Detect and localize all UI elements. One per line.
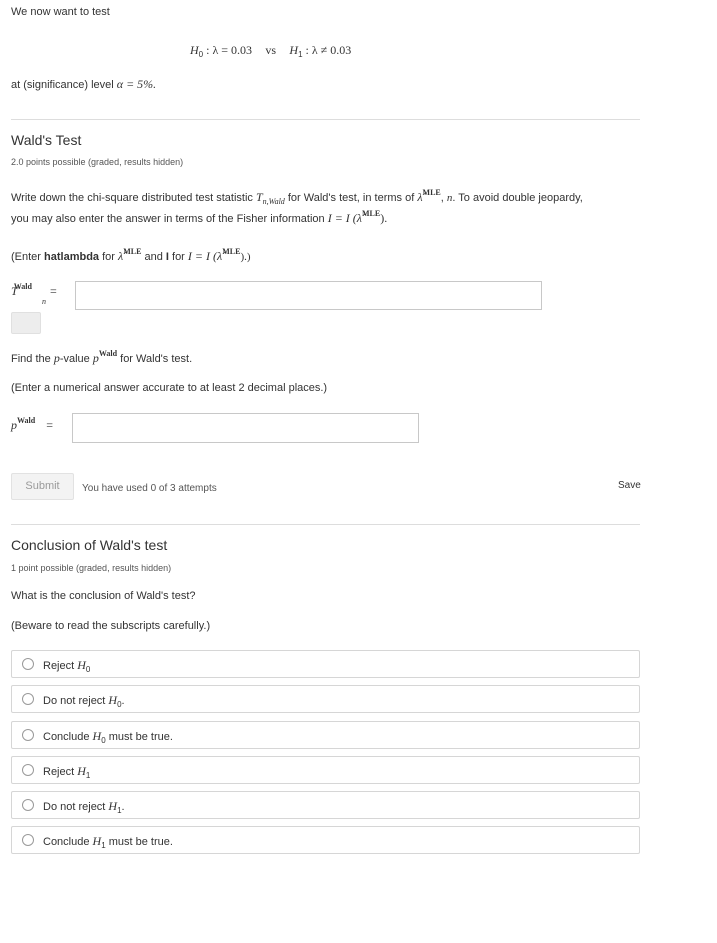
q1-line2-math: I = I (λ̂ bbox=[327, 211, 362, 225]
hint-bold2: I bbox=[165, 251, 169, 263]
q1-mle: MLE bbox=[422, 188, 441, 197]
divider bbox=[11, 119, 640, 120]
q1-stat: T bbox=[255, 190, 263, 204]
option-reject-h0[interactable] bbox=[11, 650, 640, 678]
q1-stat-sub: n,Wald bbox=[262, 197, 285, 206]
submit-button[interactable]: Submit bbox=[11, 473, 74, 500]
t-wald-label bbox=[11, 282, 57, 306]
level-math: α = 5%. bbox=[116, 77, 157, 91]
hint-c: and bbox=[141, 251, 166, 263]
radio-button[interactable] bbox=[22, 693, 34, 705]
option-label: Reject $H_0$ bbox=[43, 658, 91, 674]
h0-sub: 0 bbox=[198, 50, 204, 59]
t-wald-input[interactable] bbox=[75, 281, 542, 310]
radio-button[interactable] bbox=[22, 729, 34, 741]
radio-button[interactable] bbox=[22, 799, 34, 811]
hint-mle: MLE bbox=[123, 247, 142, 256]
q1-text-b: for Wald's test, in terms of bbox=[284, 192, 418, 204]
radio-button[interactable] bbox=[22, 834, 34, 846]
p-wald-input[interactable] bbox=[72, 413, 419, 443]
option-label: Do not reject $H_1$. bbox=[43, 799, 125, 815]
hint-math: I = I (λ̂ bbox=[187, 249, 223, 263]
wald-question-line1 bbox=[11, 190, 583, 205]
hint-lambda: λ̂ bbox=[117, 249, 124, 263]
h1-symbol: H bbox=[289, 43, 299, 57]
option-label: Conclude $H_0$ must be true. bbox=[43, 729, 173, 745]
hypotheses bbox=[190, 43, 351, 58]
q1-n: n bbox=[446, 192, 453, 204]
q1-text-c: , bbox=[440, 192, 447, 204]
pvalue-hint: (Enter a numerical answer accurate to at least 2 decimal places.) bbox=[11, 382, 328, 394]
option-label: Do not reject $H_0$. bbox=[43, 693, 125, 709]
t-sub: n bbox=[41, 297, 46, 306]
q1-line2-text: you may also enter the answer in terms of the Fisher information bbox=[11, 213, 328, 225]
q2-text-a: Find the bbox=[11, 353, 54, 365]
q2-text-b: -value bbox=[59, 353, 93, 365]
pvalue-question bbox=[11, 351, 192, 366]
radio-button[interactable] bbox=[22, 764, 34, 776]
t-eq: = bbox=[50, 284, 57, 298]
wald-title: Wald's Test bbox=[11, 132, 82, 148]
hint-bold: hatlambda bbox=[44, 251, 100, 263]
q2-p: p bbox=[53, 351, 60, 365]
q2-text-c: for Wald's test. bbox=[117, 353, 193, 365]
option-conclude-h1-true[interactable] bbox=[11, 826, 640, 854]
attempts-text: You have used 0 of 3 attempts bbox=[82, 483, 217, 494]
radio-button[interactable] bbox=[22, 658, 34, 670]
p-symbol: p bbox=[11, 418, 17, 432]
hint-a: (Enter bbox=[11, 251, 45, 263]
t-sup: Wald bbox=[13, 282, 32, 291]
option-reject-h1[interactable] bbox=[11, 756, 640, 784]
hint-mle2: MLE bbox=[222, 247, 241, 256]
option-label: Reject $H_1$ bbox=[43, 764, 91, 780]
save-button[interactable]: Save bbox=[618, 480, 641, 491]
option-do-not-reject-h1[interactable] bbox=[11, 791, 640, 819]
p-eq: = bbox=[46, 418, 54, 432]
option-conclude-h0-true[interactable] bbox=[11, 721, 640, 749]
q1-text-a: Write down the chi-square distributed test statistic bbox=[11, 192, 256, 204]
q1-line2-end: ). bbox=[380, 211, 388, 225]
conclusion-question: What is the conclusion of Wald's test? bbox=[11, 590, 196, 602]
t-symbol: T bbox=[11, 284, 18, 298]
hint-d: for bbox=[168, 251, 188, 263]
q1-text-d: . To avoid double jeopardy, bbox=[452, 192, 583, 204]
p-sup: Wald bbox=[17, 416, 36, 425]
divider bbox=[11, 524, 640, 525]
conclusion-hint: (Beware to read the subscripts carefully.) bbox=[11, 620, 211, 632]
h1-rest: : λ ≠ 0.03 bbox=[302, 43, 352, 57]
option-do-not-reject-h0[interactable] bbox=[11, 685, 640, 713]
q2-pw: p bbox=[92, 351, 99, 365]
h1-sub: 1 bbox=[298, 50, 303, 59]
conclusion-meta: 1 point possible (graded, results hidden) bbox=[11, 563, 172, 573]
intro-text: We now want to test bbox=[11, 6, 110, 18]
level-prefix: at (significance) level bbox=[11, 79, 117, 91]
h0-symbol: H bbox=[190, 43, 199, 57]
vs-text: vs bbox=[265, 43, 277, 57]
q1-line2-mle: MLE bbox=[362, 209, 381, 218]
wald-meta: 2.0 points possible (graded, results hidden) bbox=[11, 157, 184, 167]
q1-lambda: λ̂ bbox=[417, 190, 423, 204]
conclusion-title: Conclusion of Wald's test bbox=[11, 537, 168, 553]
wald-question-line2 bbox=[11, 211, 387, 226]
h0-rest: : λ = 0.03 bbox=[203, 43, 253, 57]
formula-preview-box bbox=[11, 312, 41, 334]
significance-level bbox=[11, 77, 156, 92]
hint-b: for bbox=[99, 251, 118, 263]
wald-hint bbox=[11, 249, 251, 264]
option-label: Conclude $H_1$ must be true. bbox=[43, 834, 173, 850]
hint-end: ).) bbox=[240, 251, 251, 263]
q2-pw-sup: Wald bbox=[98, 349, 118, 358]
p-wald-label bbox=[11, 418, 53, 433]
